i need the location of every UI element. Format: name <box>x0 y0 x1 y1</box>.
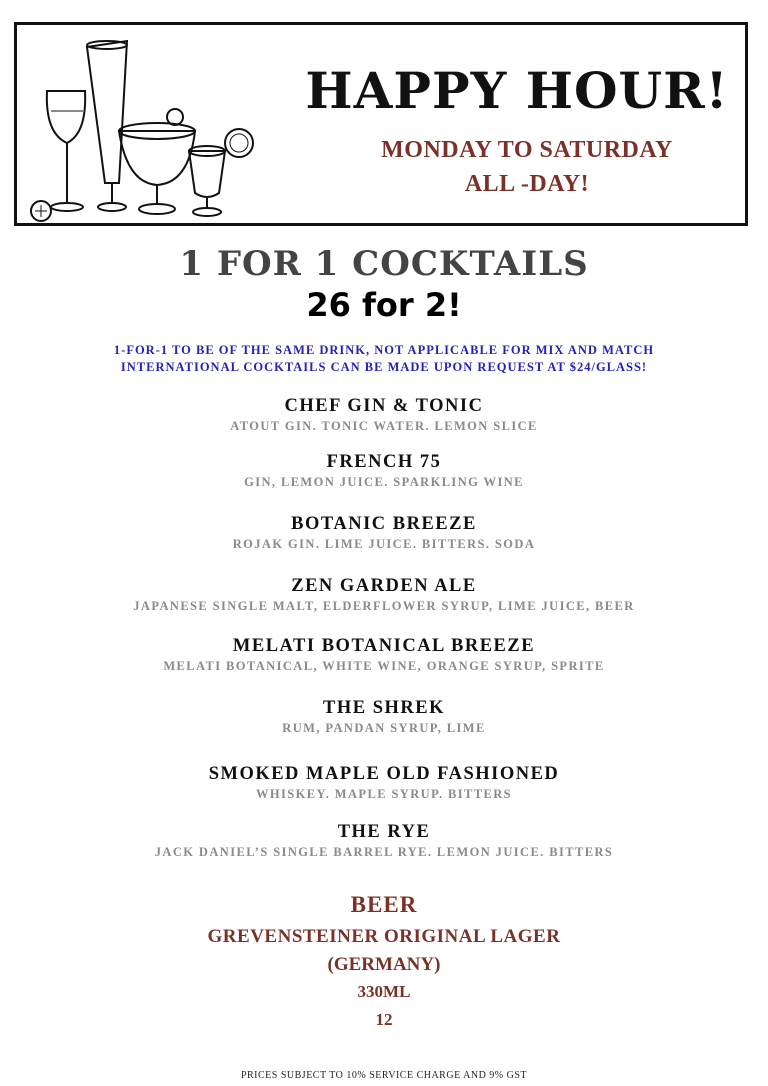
menu-item <box>0 452 768 514</box>
menu-item-name: FRENCH 75 <box>326 452 442 472</box>
menu-item <box>0 764 768 822</box>
menu-item <box>0 636 768 698</box>
menu-item <box>0 822 768 878</box>
cocktail-menu <box>0 396 768 878</box>
beer-origin: (GERMANY) <box>327 954 441 975</box>
menu-item-name: MELATI BOTANICAL BREEZE <box>232 636 536 656</box>
menu-item <box>0 698 768 764</box>
menu-item-desc: RUM, PANDAN SYRUP, LIME <box>282 721 486 735</box>
beer-name: GREVENSTEINER ORIGINAL LAGER <box>207 926 561 947</box>
menu-item-desc: JACK DANIEL’S SINGLE BARREL RYE. LEMON JUICE. BITTERS <box>154 845 614 859</box>
menu-item-desc: WHISKEY. MAPLE SYRUP. BITTERS <box>255 787 513 801</box>
header-banner <box>14 22 748 226</box>
menu-item <box>0 514 768 576</box>
menu-item-name: BOTANIC BREEZE <box>291 514 477 534</box>
menu-item-name: SMOKED MAPLE OLD FASHIONED <box>208 764 560 784</box>
promo-title: 1 FOR 1 COCKTAILS <box>179 244 589 284</box>
promo-price: 26 for 2! <box>306 286 462 324</box>
menu-item-desc: MELATI BOTANICAL, WHITE WINE, ORANGE SYRUP, SPRITE <box>163 659 605 673</box>
happy-hour-days: MONDAY TO SATURDAY <box>381 137 673 163</box>
menu-item-name: THE SHREK <box>323 698 445 718</box>
promo-note: 1-FOR-1 TO BE OF THE SAME DRINK, NOT APPLICABLE FOR MIX AND MATCH <box>113 343 655 357</box>
page-title: HAPPY HOUR! <box>305 61 729 120</box>
menu-item-name: THE RYE <box>337 822 431 842</box>
menu-item-name: CHEF GIN & TONIC <box>284 396 484 416</box>
menu-item-desc: ATOUT GIN. TONIC WATER. LEMON SLICE <box>230 419 538 433</box>
cocktail-glasses-icon <box>27 33 267 223</box>
beer-size: 330ML <box>357 982 411 1001</box>
beer-price: 12 <box>375 1010 393 1029</box>
menu-item-desc: GIN, LEMON JUICE. SPARKLING WINE <box>244 475 524 489</box>
promo-note: INTERNATIONAL COCKTAILS CAN BE MADE UPON REQUEST AT $24/GLASS! <box>120 360 648 374</box>
menu-item <box>0 396 768 452</box>
happy-hour-time: ALL -DAY! <box>464 171 590 197</box>
promo-notes <box>0 342 768 376</box>
footer-note: PRICES SUBJECT TO 10% SERVICE CHARGE AND 9% GST <box>240 1070 528 1081</box>
menu-item-name: ZEN GARDEN ALE <box>291 576 477 596</box>
menu-item <box>0 576 768 636</box>
menu-item-desc: ROJAK GIN. LIME JUICE. BITTERS. SODA <box>232 537 536 551</box>
beer-heading: BEER <box>350 892 418 917</box>
menu-item-desc: JAPANESE SINGLE MALT, ELDERFLOWER SYRUP, LIME JUICE, BEER <box>133 599 635 613</box>
